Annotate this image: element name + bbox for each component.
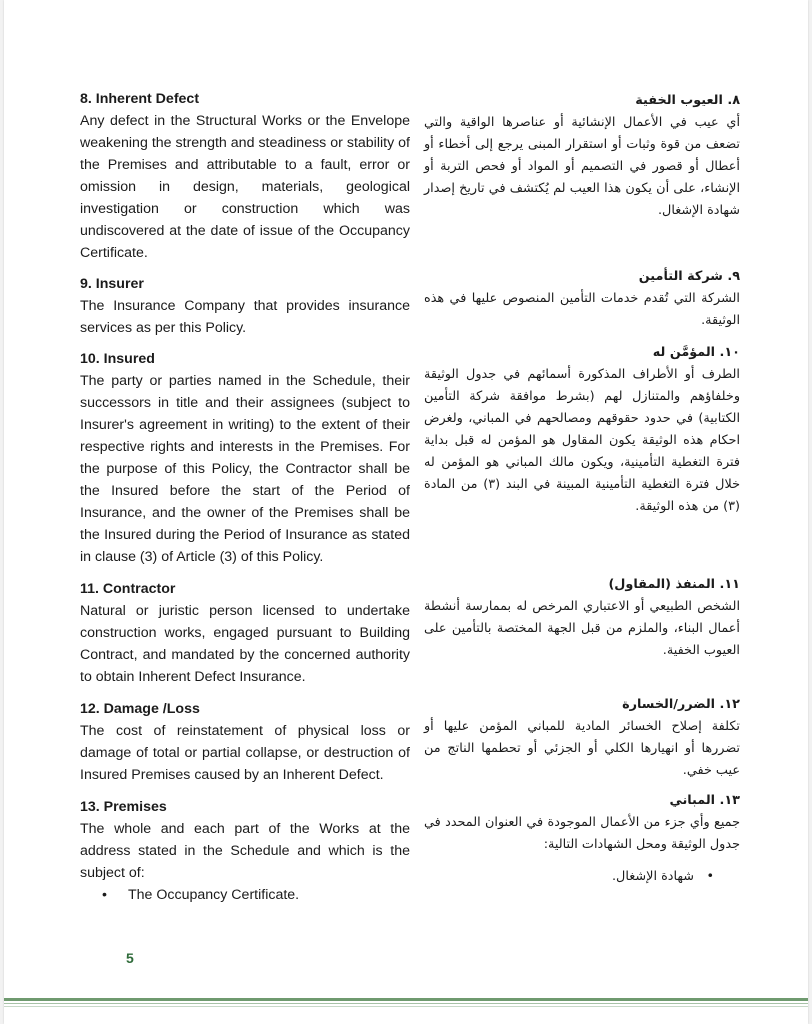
- section-13-en-title: 13. Premises: [80, 799, 167, 815]
- section-12-en-title: 12. Damage /Loss: [80, 701, 200, 717]
- section-8-ar-body: أي عيب في الأعمال الإنشائية أو عناصرها الواقية والتي تضعف من قوة وثبات أو استقرار المبنى يرجع إلى أخطاء أو أعطال أو قصور في التصميم أو المواد أو فحص التربة أو الإنشاء، على أن يكون هذا العيب لم يُكتشف في تاريخ إصدار شهادة الإشغال.: [424, 115, 740, 218]
- section-11-ar-title: ١١. المنفذ (المقاول): [608, 577, 740, 592]
- footer-rule-faint: [4, 1006, 808, 1007]
- section-9-ar-title: ٩. شركة التأمين: [638, 269, 740, 284]
- section-10-en: [80, 348, 410, 568]
- section-9-en: [80, 273, 410, 339]
- section-13-ar-bullet-text: شهادة الإشغال.: [611, 869, 694, 884]
- section-9-en-body: The Insurance Company that provides insurance services as per this Policy.: [80, 298, 410, 336]
- section-8-ar: [424, 90, 740, 222]
- bullet-dot-icon: •: [706, 869, 714, 884]
- section-12-en: [80, 698, 410, 786]
- section-11-en-body: Natural or juristic person licensed to undertake construction works, engaged pursuant to Building Contract, and mandated by the concerned authority to obtain Inherent Defect Insurance.: [80, 603, 410, 685]
- section-10-ar-title: ١٠. المؤمَّن له: [652, 345, 740, 360]
- bullet-dot-icon: •: [102, 887, 107, 903]
- footer-rule: [4, 998, 808, 1001]
- section-10-en-title: 10. Insured: [80, 351, 155, 367]
- section-9-ar: [424, 266, 740, 332]
- section-13-ar: [424, 790, 740, 888]
- section-13-ar-bullet: [424, 866, 740, 888]
- section-10-ar: [424, 342, 740, 518]
- document-page: [4, 0, 808, 1024]
- section-13-ar-body: جميع وأي جزء من الأعمال الموجودة في العنوان المحدد في جدول الوثيقة ومحل الشهادات التالية:: [424, 815, 740, 852]
- section-13-en-bullet-text: The Occupancy Certificate.: [128, 887, 300, 903]
- section-12-en-body: The cost of reinstatement of physical loss or damage of total or partial collapse, or destruction of Insured Premises caused by an Inherent Defect.: [80, 723, 410, 783]
- section-12-ar: [424, 694, 740, 782]
- section-12-ar-title: ١٢. الضرر/الخسارة: [622, 697, 740, 712]
- footer-rule-thin: [4, 1003, 808, 1004]
- section-13-en-bullet: [80, 884, 410, 906]
- section-12-ar-body: تكلفة إصلاح الخسائر المادية للمباني المؤمن عليها أو تضررها أو انهيارها الكلي أو الجزئي أو تحطمها الناتج من عيب خفي.: [424, 719, 740, 778]
- page-number: 5: [126, 950, 134, 966]
- section-8-en-body: Any defect in the Structural Works or the Envelope weakening the strength and steadiness or stability of the Premises and attributable to a fault, error or omission in design, materials, geological investigation or construction which was undiscovered at the date of issue of the Occupancy Certificate.: [80, 113, 410, 261]
- section-9-ar-body: الشركة التي تُقدم خدمات التأمين المنصوص عليها في هذه الوثيقة.: [424, 291, 740, 328]
- section-11-en: [80, 578, 410, 688]
- section-8-en: [80, 88, 410, 264]
- section-8-ar-title: ٨. العيوب الخفية: [635, 93, 740, 108]
- section-11-ar-body: الشخص الطبيعي أو الاعتباري المرخص له بممارسة أنشطة أعمال البناء، والملزم من قبل الجهة المختصة بالتأمين على العيوب الخفية.: [424, 599, 740, 658]
- section-13-en-body: The whole and each part of the Works at the address stated in the Schedule and which is the subject of:: [80, 821, 410, 881]
- section-10-en-body: The party or parties named in the Schedule, their successors in title and their assignees (subject to Insurer's agreement in writing) to the extent of their respective rights and interests in the Premises. For the purpose of this Policy, the Contractor shall be the Insured before the start of the Period of Insurance, and the owner of the Premises shall be the Insured during the Period of Insurance as stated in clause (3) of Article (3) of this Policy.: [80, 373, 410, 565]
- section-9-en-title: 9. Insurer: [80, 276, 144, 292]
- section-8-en-title: 8. Inherent Defect: [80, 91, 200, 107]
- section-11-en-title: 11. Contractor: [80, 581, 176, 597]
- section-13-ar-title: ١٣. المباني: [669, 793, 740, 808]
- section-11-ar: [424, 574, 740, 662]
- section-13-en: [80, 796, 410, 906]
- section-10-ar-body: الطرف أو الأطراف المذكورة أسمائهم في جدول الوثيقة وخلفاؤهم والمتنازل لهم (بشرط موافقة شركة التأمين الكتابية) في حدود حقوقهم ومصالحهم في المباني، ولغرض احكام هذه الوثيقة يكون المقاول هو المؤمن له قبل بداية فترة التغطية التأمينية، ويكون مالك المباني هو المؤمن له خلال فترة التغطية التأمينية المبينة في البند (٣) من المادة (٣) من هذه الوثيقة.: [424, 367, 740, 514]
